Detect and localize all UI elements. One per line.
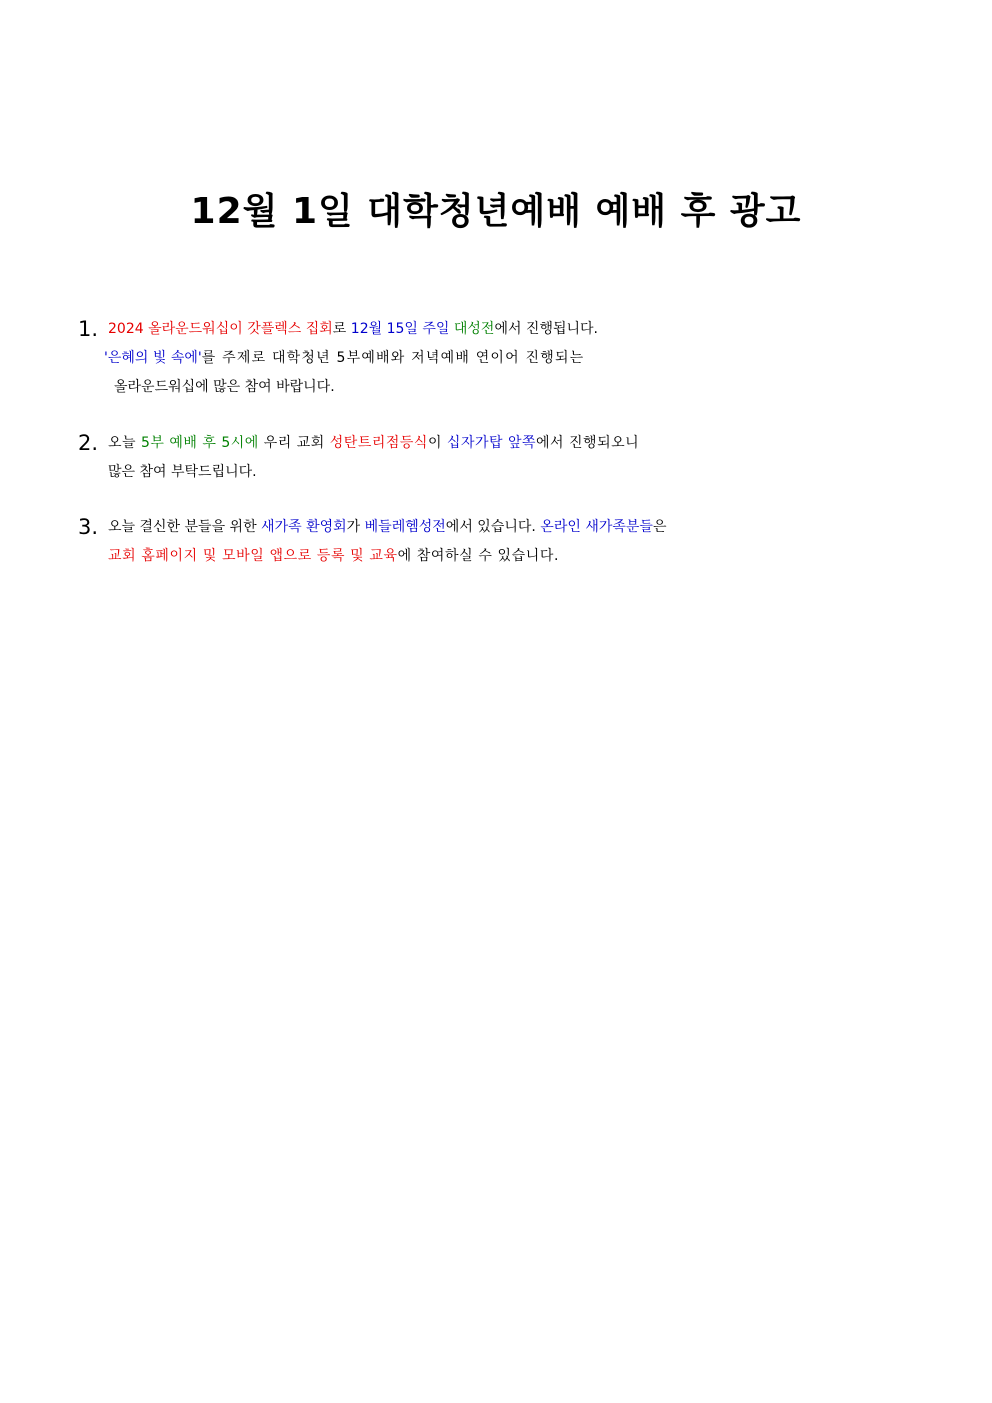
text-run: 우리 교회 bbox=[258, 435, 330, 451]
text-run: 12월 15일 주일 bbox=[350, 321, 454, 337]
item-number: 1. bbox=[78, 317, 99, 341]
page-title: 12월 1일 대학청년예배 예배 후 광고 bbox=[190, 191, 802, 232]
item-line bbox=[108, 513, 958, 542]
text-run: 은 bbox=[652, 519, 667, 535]
text-run: 십자가탑 앞쪽 bbox=[446, 435, 537, 451]
text-run: 오늘 결신한 분들을 위한 bbox=[108, 519, 262, 535]
text-run: 에서 진행됩니다. bbox=[494, 321, 599, 337]
text-run: 새가족 환영회 bbox=[261, 519, 347, 535]
text-run: 교회 홈페이지 및 모바일 앱으로 등록 및 교육 bbox=[108, 548, 398, 564]
item-line bbox=[108, 373, 958, 402]
text-run: 로 bbox=[332, 321, 351, 337]
text-run: '은혜의 빛 속에' bbox=[104, 350, 202, 366]
text-run: 에서 진행되오니 bbox=[536, 435, 640, 451]
text-run: 온라인 새가족분들 bbox=[540, 519, 653, 535]
item-body bbox=[108, 513, 958, 571]
item-number: 2. bbox=[78, 431, 99, 455]
text-run: 올라운드워십에 많은 참여 바랍니다. bbox=[114, 379, 335, 395]
text-run: 에서 있습니다. bbox=[445, 519, 541, 535]
text-run: 2024 올라운드워십이 갓플렉스 집회 bbox=[108, 321, 333, 337]
text-run: 많은 참여 부탁드립니다. bbox=[108, 464, 257, 480]
text-run: 를 주제로 대학청년 5부예배와 저녁예배 연이어 진행되는 bbox=[201, 350, 585, 366]
item-line bbox=[108, 315, 958, 344]
item-number: 3. bbox=[78, 515, 99, 539]
text-run: 가 bbox=[346, 519, 365, 535]
text-run: 성탄트리점등식 bbox=[329, 435, 428, 451]
announcement-item-2 bbox=[78, 429, 958, 487]
item-line bbox=[108, 542, 958, 571]
text-run: 에 참여하실 수 있습니다. bbox=[397, 548, 560, 564]
announcement-item-1 bbox=[78, 315, 958, 402]
text-run: 대성전 bbox=[453, 321, 495, 337]
item-line bbox=[104, 344, 958, 373]
announcement-item-3 bbox=[78, 513, 958, 571]
item-line bbox=[108, 429, 958, 458]
text-run: 베들레헴성전 bbox=[364, 519, 446, 535]
item-line bbox=[108, 458, 958, 487]
text-run: 5부 예배 후 5시에 bbox=[141, 435, 259, 451]
text-run: 이 bbox=[427, 435, 447, 451]
text-run: 오늘 bbox=[108, 435, 141, 451]
item-body bbox=[104, 315, 958, 402]
item-body bbox=[108, 429, 958, 487]
